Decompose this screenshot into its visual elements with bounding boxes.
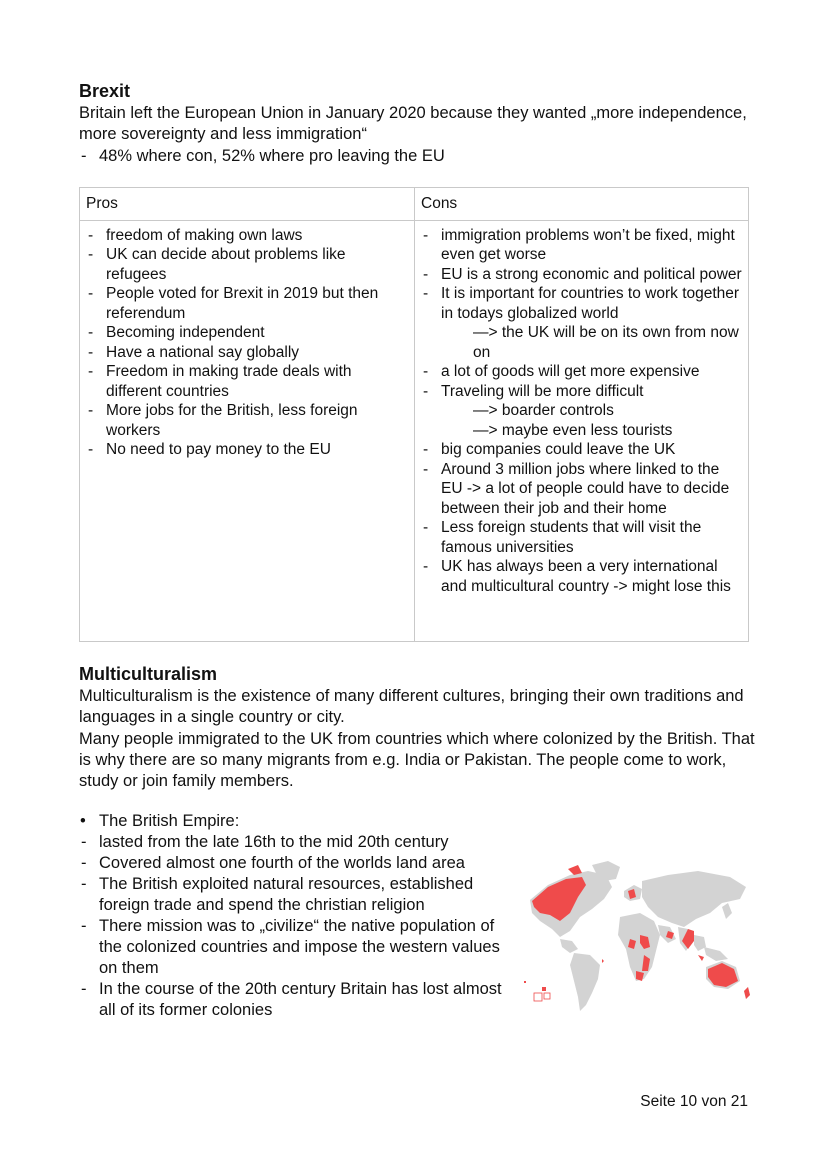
cons-item: - UK has always been a very international and multicultural country -> might lose this (421, 557, 742, 596)
pros-item: - Have a national say globally (86, 343, 408, 363)
british-empire-world-map (508, 855, 753, 1025)
pros-cons-table (79, 187, 749, 642)
empire-point: - In the course of the 20th century Britain has lost almost all of its former colonies (79, 979, 509, 1021)
empire-point: - The British exploited natural resources, established foreign trade and spend the christian religion (79, 874, 509, 916)
cons-item: - Around 3 million jobs where linked to the EU -> a lot of people could have to decide between their job and their home (421, 460, 742, 519)
cons-subitem: —> the UK will be on its own from now on (473, 324, 739, 361)
pros-item: - Freedom in making trade deals with different countries (86, 362, 408, 401)
pros-cell (80, 220, 415, 641)
brexit-section (79, 80, 759, 167)
empire-title: • The British Empire: (79, 811, 509, 832)
empire-point: - lasted from the late 16th to the mid 20th century (79, 832, 509, 853)
empire-point: - Covered almost one fourth of the worlds land area (79, 853, 509, 874)
pros-item: - No need to pay money to the EU (86, 440, 408, 460)
pros-item: - freedom of making own laws (86, 226, 408, 246)
table-header-row (80, 188, 749, 221)
cons-cell (415, 220, 749, 641)
table-body-row (80, 220, 749, 641)
pros-item: - UK can decide about problems like refugees (86, 245, 408, 284)
empire-section (79, 811, 509, 1021)
multiculturalism-heading: Multiculturalism (79, 664, 218, 684)
cons-item: - Less foreign students that will visit the famous universities (421, 518, 742, 557)
empire-point: - There mission was to „civilize“ the native population of the colonized countries and impose the western values on them (79, 916, 509, 979)
cons-item: - EU is a strong economic and political power (421, 265, 742, 285)
page-number: Seite 10 von 21 (640, 1093, 748, 1110)
pros-item: - Becoming independent (86, 323, 408, 343)
cons-subitem: —> maybe even less tourists (473, 421, 673, 439)
brexit-heading: Brexit (79, 81, 131, 101)
empire-points (79, 832, 509, 1021)
pros-item: - More jobs for the British, less foreign workers (86, 401, 408, 440)
brexit-vote: - 48% where con, 52% where pro leaving the EU (79, 146, 759, 167)
multiculturalism-definition: Multiculturalism is the existence of many different cultures, bringing their own traditions and languages in a single country or city. (79, 687, 744, 726)
pros-list (86, 226, 408, 460)
cons-item: - Traveling will be more difficult (421, 382, 742, 402)
cons-header: Cons (415, 188, 749, 221)
pros-item: - People voted for Brexit in 2019 but then referendum (86, 284, 408, 323)
cons-item: - It is important for countries to work together in todays globalized world (421, 284, 742, 323)
multiculturalism-migration: Many people immigrated to the UK from countries which where colonized by the British. That is why there are so many migrants from e.g. India or Pakistan. The people come to work, study or join family members. (79, 730, 755, 790)
cons-item: - immigration problems won’t be fixed, might even get worse (421, 226, 742, 265)
cons-subitem: —> boarder controls (473, 402, 614, 419)
cons-item: - big companies could leave the UK (421, 440, 742, 460)
cons-list (421, 226, 742, 597)
multiculturalism-section (79, 663, 759, 792)
pros-header: Pros (80, 188, 415, 221)
brexit-intro: Britain left the European Union in January 2020 because they wanted „more independence, more sovereignty and less immigration“ (79, 104, 747, 143)
cons-item: - a lot of goods will get more expensive (421, 362, 742, 382)
brexit-vote-list (79, 146, 759, 167)
